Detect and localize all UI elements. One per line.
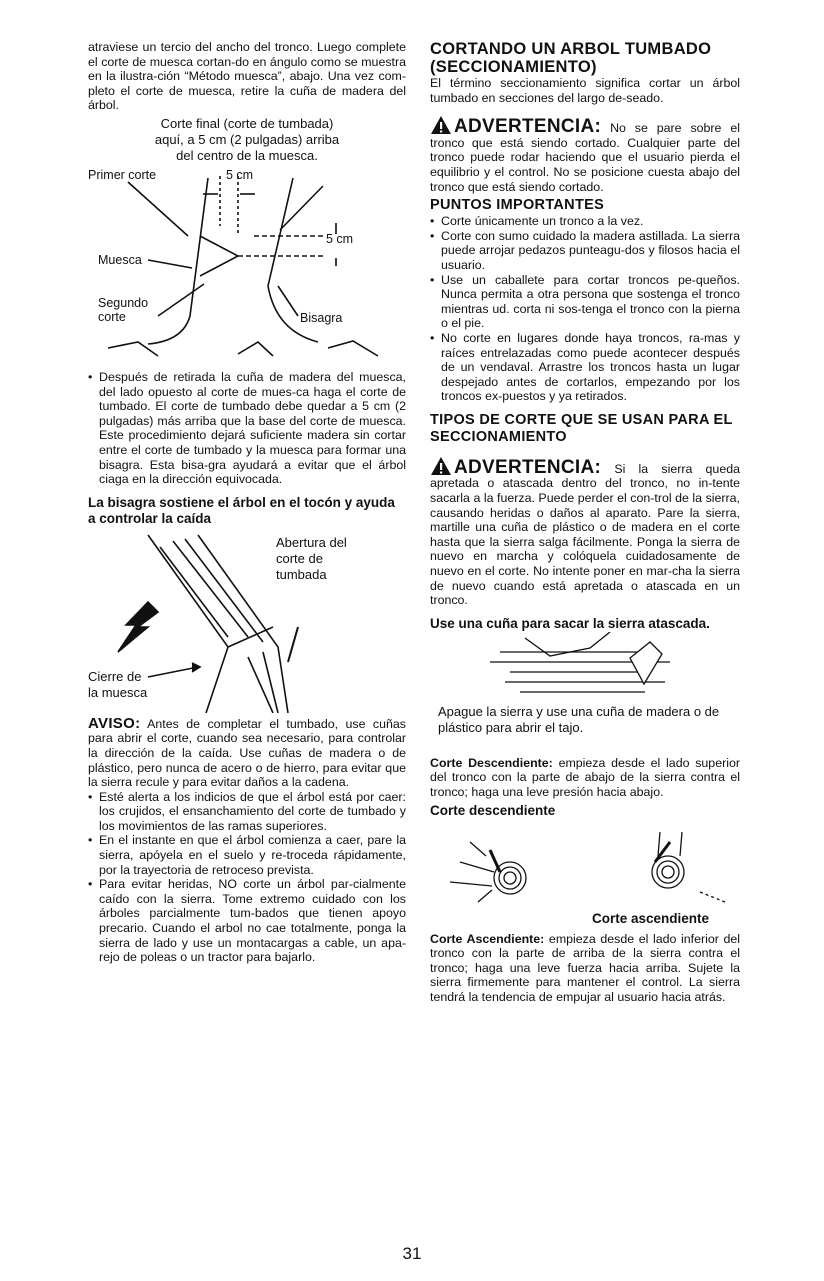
cut-types-figure xyxy=(430,802,740,932)
warning-text: Si la sierra queda apretada o atascada dentro del tronco, no in-tente sacarla a la fuerza. Puede perder el con-trol de la sierra, causando heridas o daños al aparato. Pare la sierra, martille una cuña de plástico o de madera en el corte hasta que la sierra salga fácilmente. Ponga la sierra de nuevo en marcha y colóquela cuidadosamente de nuevo en el corte. No intente poner en mar-cha la sierra de nuevo cuando está apretada o atascada en un tronco. xyxy=(430,461,740,608)
notch-diagram xyxy=(88,116,406,366)
fig1-caption-line: Corte final (corte de tumbada) xyxy=(160,115,334,131)
down-cut-figure-label: Corte descendiente xyxy=(430,802,556,818)
notch-method-figure xyxy=(88,116,406,366)
warning-label: ADVERTENCIA: xyxy=(454,456,602,478)
list-item: • Corte con sumo cuidado la madera astillada. La sierra puede arrojar pedazos punteagu-dos y filosos hacia el usuario. xyxy=(430,229,740,273)
cm-top-label: 5 cm xyxy=(226,167,254,182)
aviso-label: AVISO: xyxy=(88,714,141,732)
list-item: • No corte en lugares donde haya troncos, ra-mas y raíces entrelazadas como puede acontecer después de un vendaval. Arrastre los troncos hasta un lugar despejado antes de cortarlos, empezando por los troncos ex-puestos y ya retirados. xyxy=(430,331,740,404)
wedge-figure xyxy=(430,632,740,704)
right-column xyxy=(430,40,740,1005)
hinge-figure xyxy=(88,527,406,713)
points-heading: PUNTOS IMPORTANTES xyxy=(430,197,605,214)
segundo-label: Segundo xyxy=(98,295,149,310)
bisagra-label: Bisagra xyxy=(300,310,343,325)
up-cut-figure-label: Corte ascendiente xyxy=(592,910,710,926)
wedge-caption: Apague la sierra y use una cuña de madera o de plástico para abrir el tajo. xyxy=(438,703,720,735)
cierre-label-line: la muesca xyxy=(88,684,148,700)
page-number: 31 xyxy=(402,1244,422,1263)
up-cut-text: empieza desde el lado inferior del tronco con la parte de arriba de la sierra contra el tronco; haga una leve fuerza hacia arriba. Sujete la sierra firmemente para mantener el control. La sierra tendrá la tendencia de empujar al usuario hacia atrás. xyxy=(430,931,740,1004)
fig1-caption-line: del centro de la muesca. xyxy=(176,147,318,163)
hinge-subheading: La bisagra sostiene el árbol en el tocón y ayuda a controlar la caída xyxy=(88,494,395,526)
list-item: • Corte únicamente un tronco a la vez. xyxy=(430,214,740,229)
muesca-label: Muesca xyxy=(98,252,142,267)
abertura-label-line: tumbada xyxy=(276,566,327,582)
log-wedge-drawing xyxy=(430,632,740,704)
list-item: • Para evitar heridas, NO corte un árbol par-cialmente caído con la sierra. Tome extremo cuidado con los árboles parcialmente tum-bados que tienen apoyo precario. Cuando el arbol no cae totalmente, ponga la sierra de lado y use un montacargas a cable, un apa-rejo de poleas o un tractor para bajarlo. xyxy=(88,877,406,965)
down-cut-text: empieza desde el lado superior del tronco con la parte de abajo de la sierra contra el tronco; haga una leve presión hacia abajo. xyxy=(430,755,740,799)
intro-paragraph: atraviese un tercio del ancho del tronco. Luego complete el corte de muesca cortan-do en ángulo como se muestra en la ilustra-ción “Método muesca”, abajo. Una vez com-pleto el corte de muesca, retire la cuña de madera del árbol. xyxy=(88,40,406,113)
list-item: • En el instante en que el árbol comienza a caer, pare la sierra, apóyela en el suelo y re-troceda rápidamente, por la trayectoria de retroceso prevista. xyxy=(88,833,406,877)
cm-right-label: 5 cm xyxy=(326,231,354,246)
warning-text: No se pare sobre el tronco que está siendo cortado. Cualquier parte del tronco puede rodar haciendo que el usuario pierda el equilibrio y el control. No se posicione cuesta abajo del tronco que está siendo cortado. xyxy=(430,121,740,194)
up-cut-label: Corte Ascendiente: xyxy=(430,931,545,946)
left-column xyxy=(88,40,406,965)
abertura-label-line: corte de xyxy=(276,550,323,566)
section-title-bucking: CORTANDO UN ARBOL TUMBADO (SECCIONAMIENTO) xyxy=(430,40,712,76)
list-item: • Use un caballete para cortar troncos pe-queños. Nunca permita a otra persona que sostenga el tronco mientras ud. corta ni sos-tenga el tronco con la pierna o el pie. xyxy=(430,273,740,331)
fig1-caption-line: aquí, a 5 cm (2 pulgadas) arriba xyxy=(154,131,340,147)
corte-label: corte xyxy=(98,309,126,324)
abertura-label-line: Abertura del xyxy=(276,534,347,550)
list-item: • Esté alerta a los indicios de que el árbol está por caer: los crujidos, el ensanchamiento del corte de tumbado y los movimientos de las ramas superiores. xyxy=(88,790,406,834)
cut-types-heading: TIPOS DE CORTE QUE SE USAN PARA EL SECCIONAMIENTO xyxy=(430,411,733,445)
warning-label: ADVERTENCIA: xyxy=(454,116,602,138)
cut-diagrams xyxy=(430,802,740,932)
primer-corte-label: Primer corte xyxy=(88,167,157,182)
aviso-text: Antes de completar el tumbado, use cuñas para abrir el corte, cuando sea necesario, para controlar la dirección de la caída. Use cuñas de madera o de plástico, pero nunca de acero o de hierro, para evitar que la sierra recule y para evitar daños a la cadena. xyxy=(88,716,406,790)
wedge-subheading: Use una cuña para sacar la sierra atascada. xyxy=(430,615,710,631)
bucking-intro: El término seccionamiento significa cortar un árbol tumbado en secciones del largo de-seado. xyxy=(430,76,740,105)
cierre-label-line: Cierre de xyxy=(88,668,142,684)
falling-tree-diagram xyxy=(88,527,406,713)
down-cut-label: Corte Descendiente: xyxy=(430,755,553,770)
warning-triangle-icon xyxy=(430,115,452,135)
list-item: • Después de retirada la cuña de madera del muesca, del lado opuesto al corte de mues-ca haga el corte de tumbado. El corte de tumbado debe quedar a 5 cm (2 pulgadas) más arriba que la base del corte de muesca. Este procedimiento dejará suficiente madera sin cortar entre el corte de tumbado y la muesca para formar una bisagra. Esta bisa-gra ayudará a evitar que el árbol ciaga en la dirección equivocada. xyxy=(88,370,406,487)
warning-triangle-icon xyxy=(430,456,452,476)
